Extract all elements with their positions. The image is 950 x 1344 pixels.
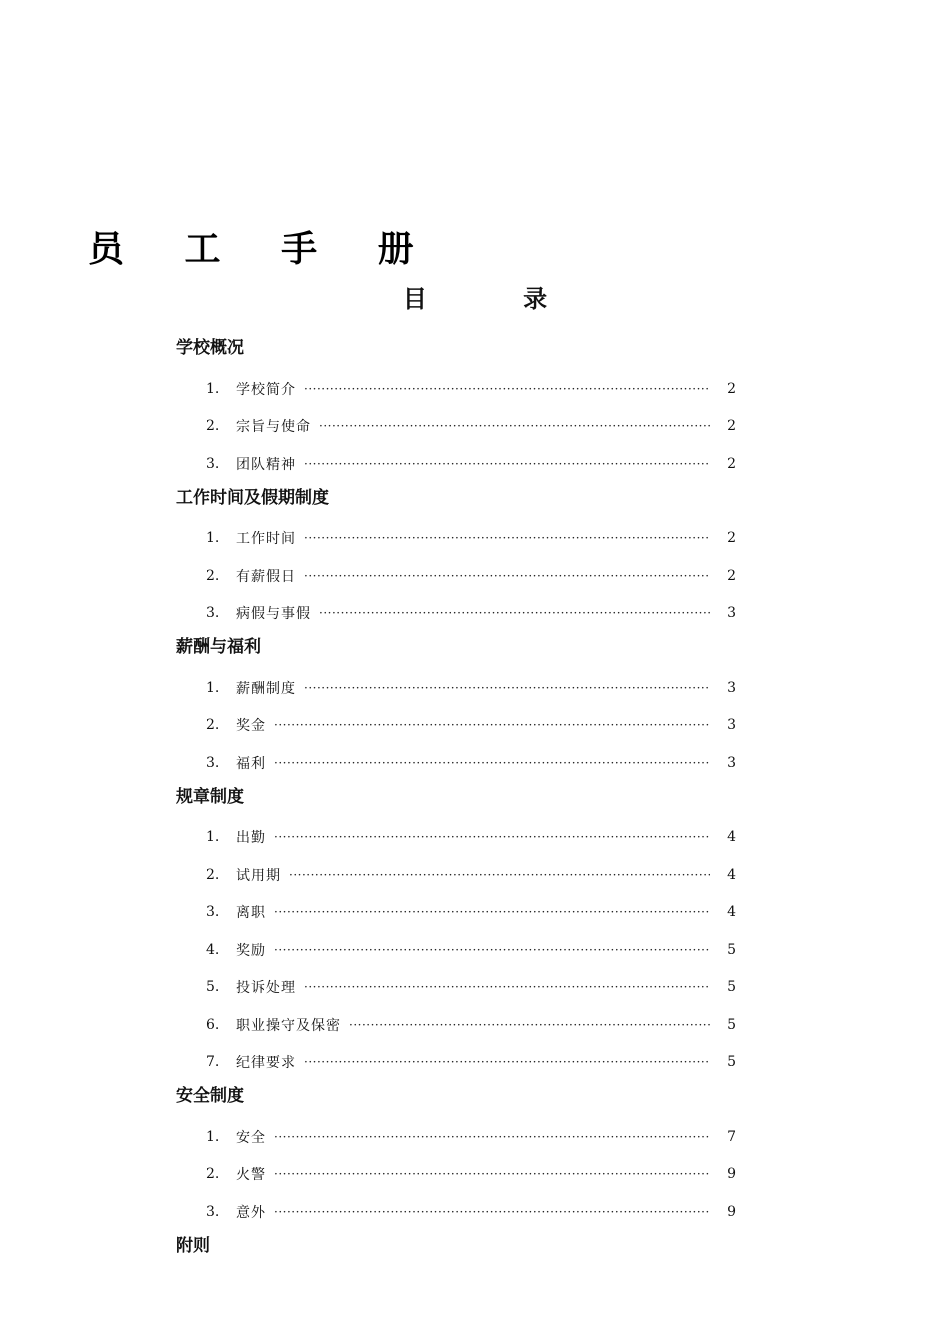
toc-entry-page-number: 3 — [727, 605, 736, 622]
toc-entry-page-number: 7 — [727, 1128, 736, 1145]
toc-entry-number: 1. — [206, 530, 220, 547]
toc-section-title[interactable]: 学校概况 — [176, 338, 244, 358]
toc-entry[interactable] — [176, 669, 736, 707]
toc-entry[interactable] — [176, 1044, 736, 1082]
toc-entry[interactable] — [176, 1193, 736, 1231]
toc-entry-page-number: 4 — [727, 866, 736, 883]
dot-leader — [304, 980, 710, 994]
toc-entry[interactable] — [176, 969, 736, 1007]
toc-entry[interactable] — [176, 744, 736, 782]
toc-entry-number: 3. — [206, 1203, 220, 1220]
toc-entry-page-number: 9 — [727, 1203, 736, 1220]
toc-entry-page-number: 2 — [727, 380, 736, 397]
toc-entry-label: 病假与事假 — [236, 606, 311, 623]
toc-entry-number: 1. — [206, 679, 220, 696]
dot-leader — [274, 756, 710, 770]
dot-leader — [289, 868, 710, 882]
toc-entry-label: 福利 — [236, 755, 266, 772]
dot-leader — [349, 1018, 710, 1032]
toc-entry-label: 有薪假日 — [236, 568, 296, 585]
toc-entry-number: 1. — [206, 380, 220, 397]
toc-entry-number: 3. — [206, 754, 220, 771]
toc-entry-number: 3. — [206, 455, 220, 472]
dot-leader — [319, 419, 710, 433]
toc-section-title[interactable]: 工作时间及假期制度 — [176, 487, 329, 508]
toc-entry-label: 离职 — [236, 905, 266, 922]
toc-entry-number: 3. — [206, 904, 220, 921]
dot-leader — [274, 1130, 710, 1144]
toc-entry-page-number: 5 — [727, 1054, 736, 1071]
toc-entry-page-number: 2 — [727, 418, 736, 435]
toc-entry[interactable] — [176, 1006, 736, 1044]
toc-entry-number: 5. — [206, 979, 220, 996]
toc-entry-number: 3. — [206, 605, 220, 622]
toc-section-title[interactable]: 规章制度 — [176, 786, 244, 807]
toc-entry-page-number: 4 — [727, 829, 736, 846]
dot-leader — [274, 943, 710, 957]
toc-entry-label: 奖金 — [236, 718, 266, 735]
toc-entry-page-number: 3 — [727, 754, 736, 771]
toc-entry[interactable] — [176, 1156, 736, 1194]
toc-entry[interactable] — [176, 894, 736, 932]
toc-entry-page-number: 5 — [727, 1016, 736, 1033]
toc-entry-page-number: 9 — [727, 1166, 736, 1183]
toc-entry-page-number: 5 — [727, 979, 736, 996]
toc-entry[interactable] — [176, 370, 736, 408]
toc-entry-label: 意外 — [236, 1204, 266, 1221]
toc-entry[interactable] — [176, 707, 736, 745]
toc-entry-number: 4. — [206, 941, 220, 958]
toc-entry-page-number: 5 — [727, 941, 736, 958]
toc-entry-number: 7. — [206, 1054, 220, 1071]
toc-entry-page-number: 2 — [727, 455, 736, 472]
toc-entry[interactable] — [176, 819, 736, 857]
toc-section-title[interactable]: 安全制度 — [176, 1086, 244, 1106]
toc-entry-label: 奖励 — [236, 942, 266, 959]
toc-entry[interactable] — [176, 1118, 736, 1156]
toc-entry-label: 出勤 — [236, 830, 266, 847]
toc-entry-label: 学校简介 — [236, 381, 296, 398]
toc-entry-page-number: 2 — [727, 530, 736, 547]
dot-leader — [274, 1205, 710, 1219]
dot-leader — [304, 1055, 710, 1069]
toc-entry-label: 宗旨与使命 — [236, 419, 311, 436]
toc-section-title[interactable]: 薪酬与福利 — [176, 637, 261, 657]
document-title: 员 工 手 册 — [88, 229, 438, 270]
toc-entry[interactable] — [176, 557, 736, 595]
dot-leader — [304, 457, 710, 471]
toc-entry-label: 职业操守及保密 — [236, 1017, 341, 1034]
toc-entry-number: 2. — [206, 866, 220, 883]
dot-leader — [274, 1167, 710, 1181]
toc-entry-label: 团队精神 — [236, 456, 296, 473]
toc-heading: 目 录 — [402, 285, 592, 313]
toc-entry[interactable] — [176, 445, 736, 483]
toc-entry-number: 2. — [206, 1166, 220, 1183]
toc-entry[interactable] — [176, 595, 736, 633]
toc-entry-page-number: 3 — [727, 717, 736, 734]
toc-section-title[interactable]: 附则 — [176, 1235, 210, 1256]
dot-leader — [319, 606, 710, 620]
toc-entry-page-number: 3 — [727, 679, 736, 696]
toc-entry-label: 薪酬制度 — [236, 680, 296, 697]
toc-entry-label: 安全 — [236, 1129, 266, 1146]
dot-leader — [304, 382, 710, 396]
toc-entry-number: 2. — [206, 717, 220, 734]
toc-entry-label: 试用期 — [236, 867, 281, 884]
toc-entry-page-number: 2 — [727, 567, 736, 584]
toc-entry[interactable] — [176, 856, 736, 894]
toc-entry-label: 纪律要求 — [236, 1055, 296, 1072]
toc-entry-number: 1. — [206, 1128, 220, 1145]
dot-leader — [304, 531, 710, 545]
dot-leader — [304, 569, 710, 583]
toc-entry[interactable] — [176, 931, 736, 969]
dot-leader — [274, 830, 710, 844]
toc-entry[interactable] — [176, 520, 736, 558]
toc-entry[interactable] — [176, 408, 736, 446]
toc-entry-number: 1. — [206, 829, 220, 846]
toc-entry-number: 2. — [206, 418, 220, 435]
dot-leader — [274, 718, 710, 732]
dot-leader — [304, 681, 710, 695]
toc-entry-label: 火警 — [236, 1167, 266, 1184]
toc-entry-label: 投诉处理 — [236, 980, 296, 997]
table-of-contents — [176, 333, 736, 1268]
toc-entry-page-number: 4 — [727, 904, 736, 921]
toc-entry-label: 工作时间 — [236, 531, 296, 548]
toc-entry-number: 2. — [206, 567, 220, 584]
dot-leader — [274, 905, 710, 919]
toc-entry-number: 6. — [206, 1016, 220, 1033]
